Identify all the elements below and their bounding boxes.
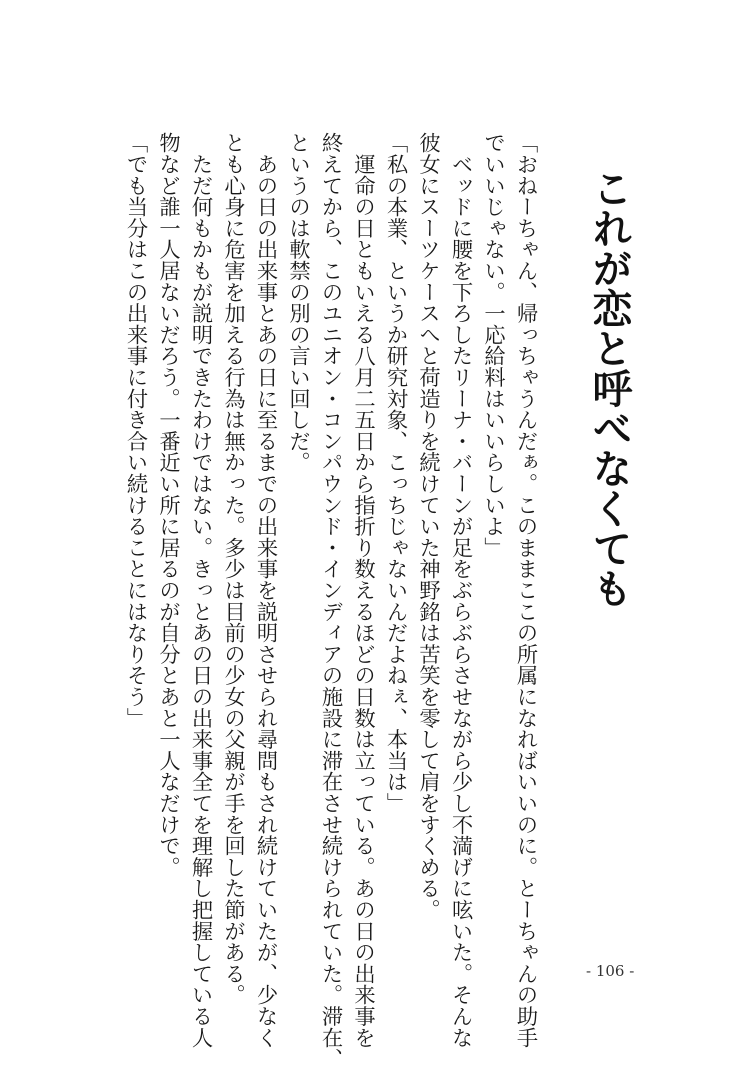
text-line: というのは軟禁の別の言い回しだ。 <box>285 132 311 473</box>
chapter-title: これが恋と呼べなくても <box>586 168 633 608</box>
text-line: でいいじゃない。一応給料はいいらしいよ」 <box>480 132 506 558</box>
text-line: とも心身に危害を加える行為は無かった。多少は目前の少女の父親が手を回した節がある。 <box>220 132 246 1006</box>
text-line: ベッドに腰を下ろしたリーナ・バーンが足をぶらぶらさせながら少し不満げに呟いた。そんな <box>448 132 473 1048</box>
text-line: 終えてから、このユニオン・コンパウンド・インディアの施設に滞在させ続けられていた。滞在、 <box>318 132 343 1069</box>
text-line: 「おねーちゃん、帰っちゃうんだぁ。このままここの所属になればいいのに。とーちゃんの助手 <box>513 132 538 1048</box>
text-line: 物など誰一人居ないだろう。一番近い所に居るのが自分とあと一人なだけで。 <box>155 132 181 878</box>
text-line: 運命の日ともいえる八月二五日から指折り数えるほどの日数は立っている。あの日の出来事を <box>350 132 376 1048</box>
text-line: 「でも当分はこの出来事に付き合い続けることにはなりそう」 <box>123 132 148 729</box>
page-number: - 106 - <box>586 962 635 980</box>
text-line: 彼女にスーツケースへと荷造りを続けていた神野銘は苦笑を零して肩をすくめる。 <box>415 132 441 921</box>
text-line: 「私の本業、というか研究対象、こっちじゃないんだよねぇ、本当は」 <box>383 132 408 814</box>
text-line: あの日の出来事とあの日に至るまでの出来事を説明させられ尋問もされ続けていたが、少なく <box>253 132 278 1048</box>
text-line: ただ何もかもが説明できたわけではない。きっとあの日の出来事全てを理解し把握している人 <box>188 132 213 1048</box>
body-text <box>119 132 542 1069</box>
